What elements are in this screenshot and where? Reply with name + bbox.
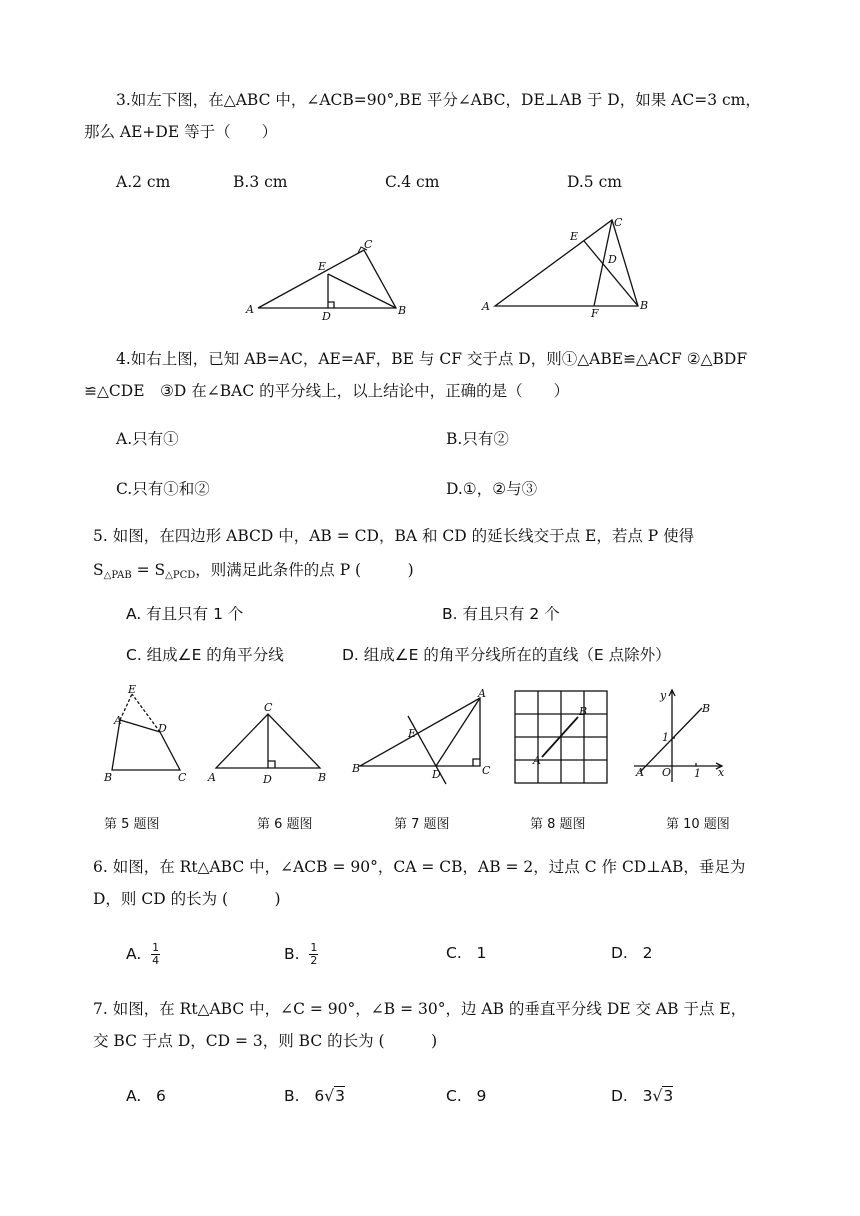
caption-figure-8: 第 8 题图 <box>530 817 586 832</box>
figure-5 <box>98 684 193 784</box>
q6-option-c-label: C. <box>446 944 462 962</box>
q5-option-d: D. 组成∠E 的角平分线所在的直线（E 点除外） <box>342 646 671 664</box>
q7-option-b-radicand: 3 <box>335 1087 345 1105</box>
q7-text-line2: 交 BC 于点 D，CD = 3，则 BC 的长为 ( ) <box>93 1032 438 1050</box>
q6-option-b <box>284 942 318 967</box>
q7-option-c-value: 9 <box>476 1087 487 1105</box>
figure-6 <box>206 698 330 788</box>
caption-figure-5: 第 5 题图 <box>104 817 160 832</box>
f10-label-o: O <box>662 766 672 779</box>
q3-label-c: C <box>364 238 373 251</box>
q5-area-sub-1: △PAB <box>103 570 132 581</box>
q7-option-b-label: B. <box>284 1087 300 1105</box>
q5-area-sub-2: △PCD <box>165 570 196 581</box>
q6-option-d-label: D. <box>611 944 628 962</box>
q3-label-b: B <box>398 304 407 317</box>
q4-option-a: A.只有① <box>116 430 179 448</box>
f10-label-one-x: 1 <box>694 767 701 780</box>
q5-option-c: C. 组成∠E 的角平分线 <box>126 646 284 664</box>
f5-label-e: E <box>128 684 137 696</box>
f6-label-a: A <box>208 771 216 784</box>
q7-option-d: D. 3√3 <box>611 1087 674 1105</box>
q6-option-b-fraction <box>309 942 318 967</box>
f6-label-d: D <box>263 773 272 786</box>
f6-label-c: C <box>264 701 273 714</box>
q7-text-line1: 7. 如图，在 Rt△ABC 中，∠C = 90°，∠B = 30°，边 AB 的垂直平分线 DE 交 AB 于点 E， <box>93 1000 747 1018</box>
q5-text-line2 <box>93 559 414 587</box>
f7-label-b: B <box>352 762 361 775</box>
q6-option-b-denominator: 2 <box>310 954 318 967</box>
f8-label-a: A <box>533 754 541 767</box>
f10-label-x: x <box>718 766 725 779</box>
q7-option-a <box>126 1085 166 1107</box>
q7-option-b-coef: 6 <box>314 1087 325 1105</box>
f10-label-b: B <box>702 702 711 715</box>
q6-option-a-label: A. <box>126 945 142 963</box>
q3-option-a: A.2 cm <box>116 173 171 191</box>
q6-option-a <box>126 942 160 967</box>
q3-text-line2: 那么 AE+DE 等于（ ） <box>84 123 278 141</box>
q5-text-rest: ，则满足此条件的点 P ( ) <box>195 561 414 579</box>
f7-label-c: C <box>482 764 491 777</box>
q6-text-line2: D，则 CD 的长为 ( ) <box>93 890 281 908</box>
q7-option-d-coef: 3 <box>642 1087 653 1105</box>
q6-option-c-value: 1 <box>476 944 487 962</box>
q4-label-c: C <box>614 216 623 229</box>
q6-option-b-numerator: 1 <box>310 941 318 954</box>
q6-option-a-denominator: 4 <box>152 954 160 967</box>
f10-label-y: y <box>660 689 667 702</box>
q4-label-a: A <box>482 300 490 313</box>
q7-option-d-radicand: 3 <box>663 1087 674 1105</box>
q7-option-a-value: 6 <box>156 1087 166 1105</box>
q4-option-d: D.①，②与③ <box>446 480 538 498</box>
figure-7 <box>348 688 493 788</box>
q4-option-b: B.只有② <box>446 430 509 448</box>
q4-text-line1: 4.如右上图，已知 AB=AC，AE=AF，BE 与 CF 交于点 D，则①△ABE≌△ACF ②△BDF <box>116 350 748 368</box>
q7-option-b: B. 6√3 <box>284 1087 345 1105</box>
q3-label-d: D <box>322 310 331 323</box>
q7-option-a-label: A. <box>126 1087 142 1105</box>
q3-text-line1: 3.如左下图，在△ABC 中，∠ACB=90°,BE 平分∠ABC，DE⊥AB 于 D，如果 AC=3 cm， <box>116 91 761 109</box>
q5-area-symbol-1: S <box>93 561 104 579</box>
f5-label-a: A <box>114 714 122 727</box>
f8-label-b: B <box>579 705 588 718</box>
q4-triangle-figure <box>478 210 658 322</box>
q3-label-e: E <box>318 260 327 273</box>
q6-option-b-label: B. <box>284 945 300 963</box>
q6-option-a-numerator: 1 <box>152 941 160 954</box>
caption-figure-6: 第 6 题图 <box>257 817 313 832</box>
q6-option-d <box>611 942 653 964</box>
figure-8-grid <box>512 688 612 788</box>
q5-option-a: A. 有且只有 1 个 <box>126 605 244 623</box>
q4-label-b: B <box>640 299 649 312</box>
caption-figure-7: 第 7 题图 <box>394 817 450 832</box>
f10-label-a: A <box>636 766 644 779</box>
q3-triangle-figure <box>240 232 410 324</box>
q7-option-c-label: C. <box>446 1087 462 1105</box>
q7-option-d-label: D. <box>611 1087 628 1105</box>
figure-10-coordinate <box>630 686 728 786</box>
q3-option-d: D.5 cm <box>567 173 622 191</box>
f5-label-d: D <box>158 722 167 735</box>
q4-text-line2: ≌△CDE ③D 在∠BAC 的平分线上，以上结论中，正确的是（ ） <box>84 382 570 400</box>
q4-option-c: C.只有①和② <box>116 480 210 498</box>
f7-label-e: E <box>408 727 417 740</box>
q4-label-d: D <box>608 253 617 266</box>
f6-label-b: B <box>318 771 327 784</box>
caption-figure-10: 第 10 题图 <box>666 817 730 832</box>
q5-text-line1: 5. 如图，在四边形 ABCD 中，AB = CD，BA 和 CD 的延长线交于点 E，若点 P 使得 <box>93 527 695 545</box>
q3-option-b: B.3 cm <box>233 173 288 191</box>
f5-label-b: B <box>104 771 113 784</box>
f5-label-c: C <box>178 771 187 784</box>
q3-label-a: A <box>246 303 254 316</box>
f7-label-a: A <box>478 688 486 700</box>
q3-option-c: C.4 cm <box>385 173 440 191</box>
q7-option-c <box>446 1085 486 1107</box>
f10-label-one-y: 1 <box>662 731 669 744</box>
q4-label-f: F <box>591 307 599 320</box>
q5-equals: = S <box>131 561 166 579</box>
f7-label-d: D <box>432 768 441 781</box>
q6-option-d-value: 2 <box>642 944 653 962</box>
q5-option-b: B. 有且只有 2 个 <box>442 605 560 623</box>
q6-option-c <box>446 942 486 964</box>
q6-option-a-fraction <box>151 942 160 967</box>
q6-text-line1: 6. 如图，在 Rt△ABC 中，∠ACB = 90°，CA = CB，AB = 2，过点 C 作 CD⊥AB，垂足为 <box>93 858 746 876</box>
q4-label-e: E <box>570 230 579 243</box>
